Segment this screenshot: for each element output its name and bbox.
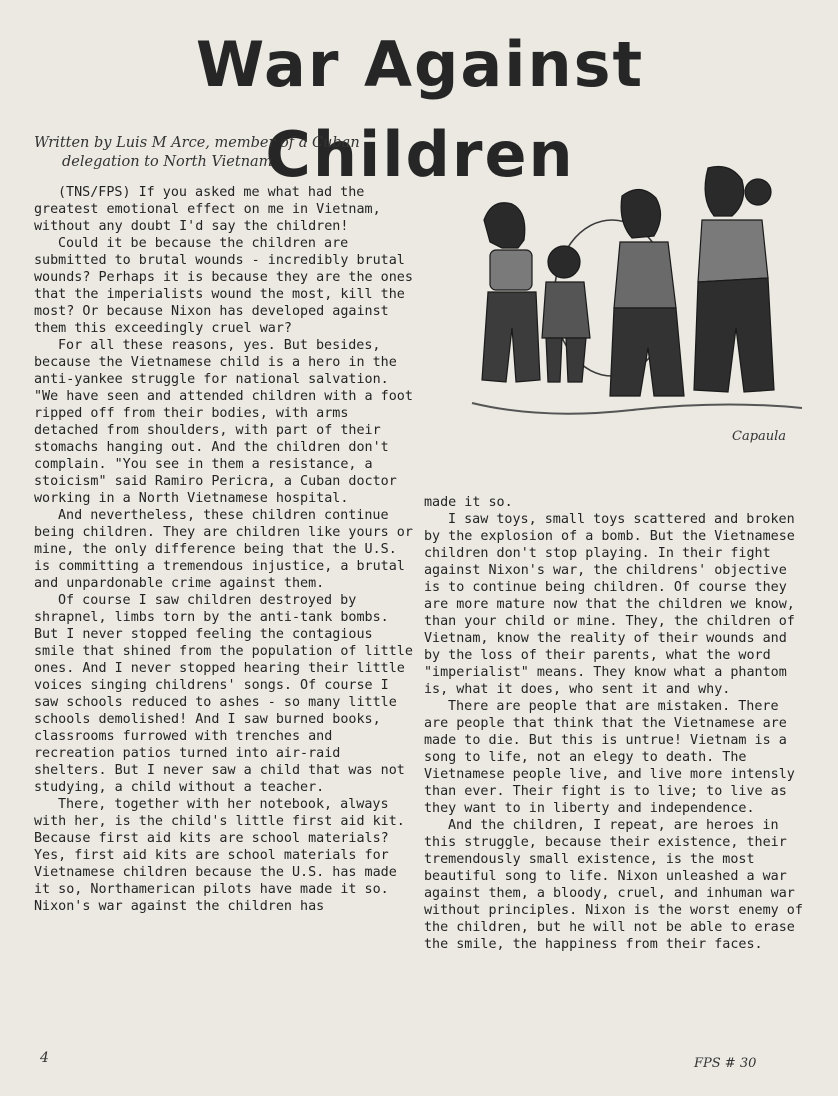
issue-label: FPS # 30 [694, 1056, 757, 1071]
paragraph: There, together with her notebook, always with her, is the child's little first aid kit. Because first aid kits are school materials? Yes, first aid kits are school materials for Vietnamese children because the U.S. has made it so, Northamerican pilots have made it so. Nixon's war against the children has [34, 797, 405, 914]
paragraph: Could it be because the children are submitted to brutal wounds - incredibly brutal wounds? Perhaps it is because they are the ones that the imperialists wound the most, kill the most? Or because Nixon has developed against them this exceedingly cruel war? [34, 236, 413, 336]
article-column-left [34, 184, 414, 915]
article-column-right [424, 494, 804, 953]
page-number: 4 [40, 1050, 49, 1066]
svg-text:Capaula: Capaula [732, 429, 787, 444]
paragraph: For all these reasons, yes. But besides, because the Vietnamese child is a hero in the anti-yankee struggle for national salvation. "We have seen and attended children with a foot ripped off from their bodies, with arms detached from shoulders, with part of their stomachs hanging out. And the children don't complain. "You see in them a resistance, a stoicism" said Ramiro Pericra, a Cuban doctor working in a North Vietnamese hospital. [34, 338, 413, 506]
article-title: War Against Children [195, 28, 645, 191]
paragraph: (TNS/FPS) If you asked me what had the greatest emotional effect on me in Vietnam, without any doubt I'd say the children! [34, 185, 381, 234]
paragraph: made it so. [424, 495, 513, 510]
article-byline [34, 134, 414, 172]
paragraph: There are people that are mistaken. There are people that think that the Vietnamese are made to die. But this is untrue! Vietnam is a song to life, not an elegy to death. The Vietnamese people live, and live more intensly than ever. Their fight is to live; to live as they want to in liberty and independence. [424, 699, 795, 816]
paragraph: And nevertheless, these children continue being children. They are children like yours or mine, the only difference being that the U.S. is committing a tremendous injustice, a brutal and unpardonable crime against them. [34, 508, 413, 591]
paragraph: I saw toys, small toys scattered and broken by the explosion of a bomb. But the Vietnamese children don't stop playing. In their fight against Nixon's war, the childrens' objective is to continue being children. Of course they are more mature now that the children we know, than your child or mine. They, the children of Vietnam, know the reality of their wounds and by the loss of their parents, what the word "imperialist" means. They know what a phantom is, what it does, who sent it and why. [424, 512, 795, 697]
byline-line-2: delegation to North Vietnam [62, 154, 273, 170]
children-illustration [462, 158, 812, 458]
byline-line-1: Written by Luis M Arce, member of a Cuban [34, 135, 360, 151]
children-playing-drawing [462, 158, 812, 458]
paragraph: And the children, I repeat, are heroes in this struggle, because their existence, their tremendously small existence, is the most beautiful song to life. Nixon unleashed a war against them, a bloody, cruel, and inhuman war without principles. Nixon is the worst enemy of the children, but he will not be able to erase the smile, the happiness from their faces. [424, 818, 803, 952]
paragraph: Of course I saw children destroyed by shrapnel, limbs torn by the anti-tank bombs. But I never stopped feeling the contagious smile that shined from the population of little ones. And I never stopped hearing their little voices singing childrens' songs. Of course I saw schools reduced to ashes - so many little schools demolished! And I saw burned books, classrooms furrowed with trenches and recreation patios turned into air-raid shelters. But I never saw a child that was not studying, a child without a teacher. [34, 593, 413, 795]
